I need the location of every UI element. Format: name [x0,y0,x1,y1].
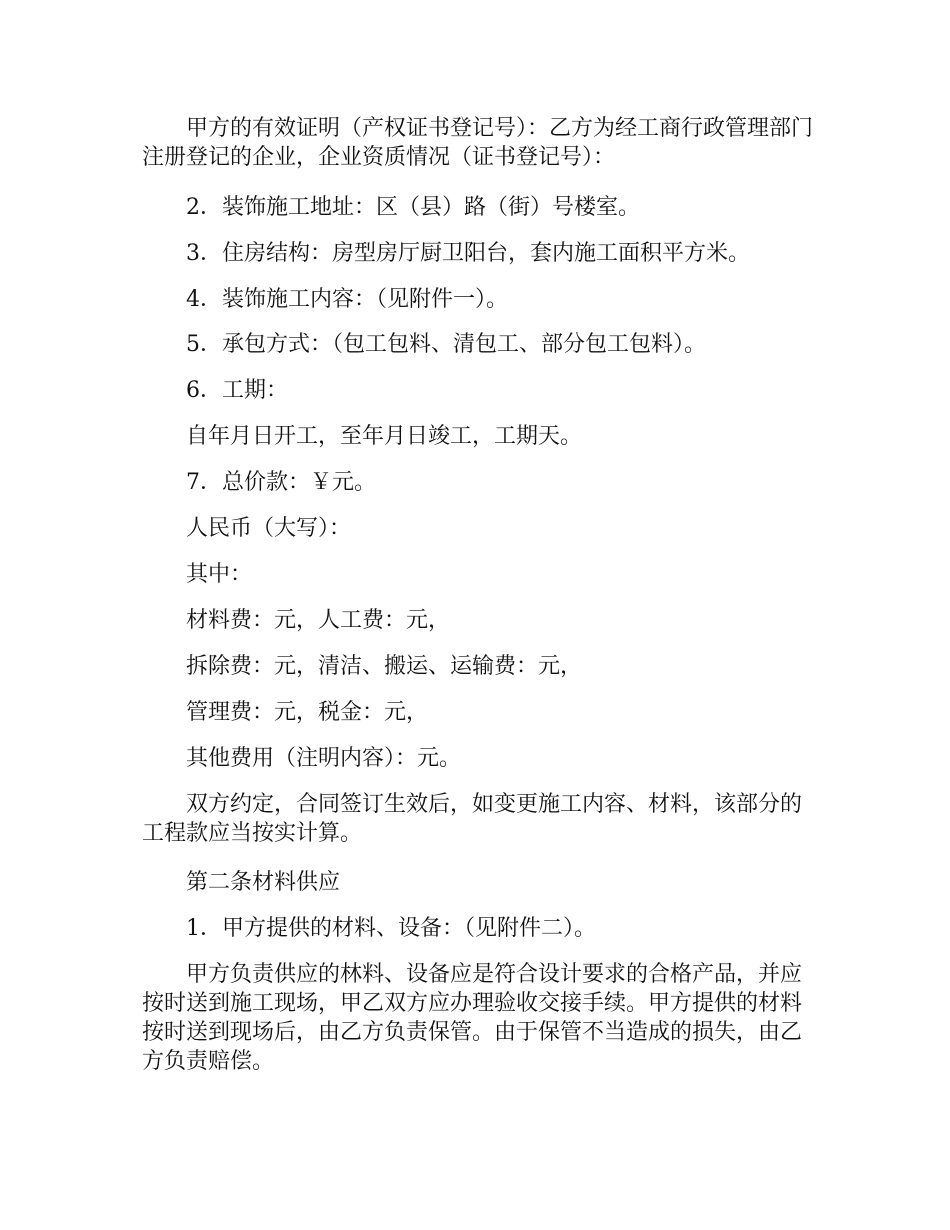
paragraph-demolition-fee: 拆除费：元，清洁、搬运、运输费：元， [186,654,583,679]
paragraph-of-which: 其中： [186,562,253,587]
paragraph-party-a-materials: 1．甲方提供的材料、设备：（见附件二）。 [186,916,596,941]
paragraph-material-responsibility: 甲方负责供应的林料、设备应是符合设计要求的合格产品，并应按时送到施工现场，甲乙双方应办理验收交接手续。甲方提供的材料按时送到现场后，由乙方负责保管。由于保管不当造成的损失，由乙方负责赔偿。 [142,962,803,1074]
paragraph-other-fees: 其他费用（注明内容）：元。 [186,746,462,771]
paragraph-rmb-uppercase: 人民币（大写）： [186,516,352,541]
section-heading-material-supply: 第二条材料供应 [186,870,341,895]
paragraph-construction-address: 2．装饰施工地址：区（县）路（街）号楼室。 [186,195,640,220]
paragraph-construction-content: 4．装饰施工内容：（见附件一）。 [186,287,508,312]
paragraph-price-agreement: 双方约定，合同签订生效后，如变更施工内容、材料，该部分的工程款应当按实计算。 [142,792,803,846]
paragraph-housing-structure: 3．住房结构：房型房厅厨卫阳台，套内施工面积平方米。 [186,241,750,266]
paragraph-duration-heading: 6．工期： [186,378,288,403]
paragraph-total-price: 7．总价款：￥元。 [186,470,376,495]
paragraph-contract-method: 5．承包方式：（包工包料、清包工、部分包工包料）。 [186,332,706,357]
paragraph-management-tax: 管理费：元，税金：元， [186,700,429,725]
paragraph-material-labor-fee: 材料费：元，人工费：元， [186,608,451,633]
paragraph-duration-detail: 自年月日开工，至年月日竣工，工期天。 [186,424,583,449]
paragraph-party-a-certificate: 甲方的有效证明（产权证书登记号）：乙方为经工商行政管理部门注册登记的企业，企业资质情况（证书登记号）： [142,116,814,170]
